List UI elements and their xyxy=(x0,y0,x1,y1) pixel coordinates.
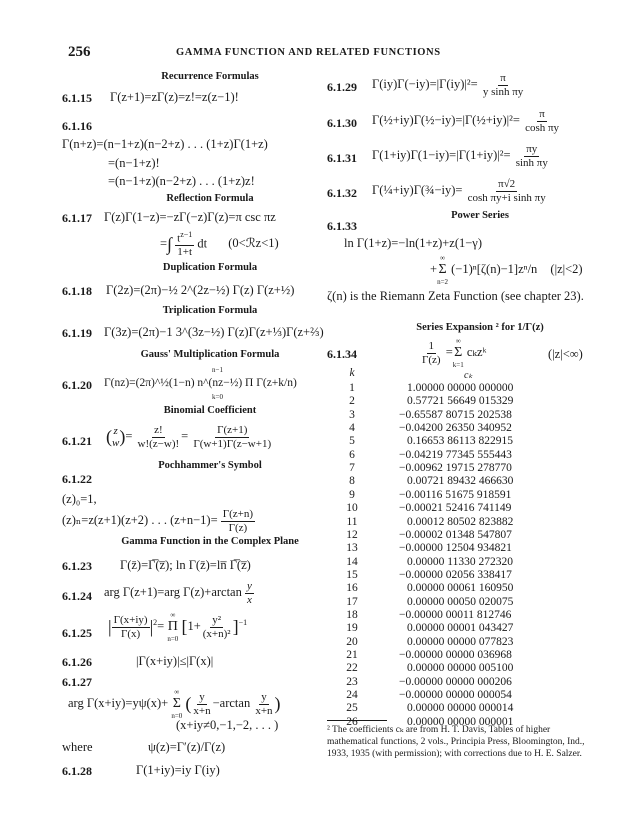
section-heading-complex-plane: Gamma Function in the Complex Plane xyxy=(121,536,299,547)
right-paren: ) xyxy=(119,426,126,447)
equation-number: 6.1.32 xyxy=(327,186,357,200)
fraction: $\frac{y}{x+n}$ xyxy=(193,690,211,717)
equation-number: 6.1.28 xyxy=(62,764,92,778)
equation-6-1-33-line2: + ∞ Σ n=2 (−1)ⁿ[ζ(n)−1]zⁿ/n (|z|<2) xyxy=(430,254,583,287)
table-cell-ck: −0.00962 19715 278770 xyxy=(399,462,512,475)
table-cell-k: 12 xyxy=(346,528,358,541)
table-cell-ck: 0.00000 11330 272320 xyxy=(407,555,513,568)
fraction-denominator: 1+t xyxy=(177,246,193,259)
table-cell-ck: −0.00000 02056 338417 xyxy=(399,568,512,581)
equation-6-1-16-line2: =(n−1+z)! xyxy=(108,156,160,170)
equation-6-1-34-condition: (|z|<∞) xyxy=(548,347,583,361)
table-cell-k: 16 xyxy=(346,582,358,595)
table-cell-ck: 0.00000 00000 005100 xyxy=(407,662,514,675)
section-heading-recurrence: Recurrence Formulas xyxy=(161,71,259,82)
equation-number: 6.1.34 xyxy=(327,347,357,361)
fraction: $\frac{\pi}{\text{y sinh πy}}$ xyxy=(482,72,524,98)
table-cell-k: 15 xyxy=(346,568,358,581)
table-cell-k: 20 xyxy=(346,635,358,648)
page-number: 256 xyxy=(68,44,91,60)
fraction: $\frac{\Gamma(z+n)}{\Gamma(z)}$ xyxy=(222,508,254,534)
binomial-symbol: z w xyxy=(112,424,120,450)
equation-number: 6.1.20 xyxy=(62,378,92,392)
equation-6-1-23: Γ(z̄)=Γ̅(z̅); ln Γ(z̄)=ln̅ Γ̅(z̅) xyxy=(120,558,251,572)
footnote-rule xyxy=(327,720,387,721)
section-heading-duplication: Duplication Formula xyxy=(162,262,258,273)
fraction: $\frac{\Gamma(x+iy)}{\Gamma(x)}$ xyxy=(113,613,148,640)
equation-6-1-33-line1: ln Γ(1+z)=−ln(1+z)+z(1−γ) xyxy=(344,236,482,250)
equation-6-1-19: Γ(3z)=(2π)−1 3^(3z−½) Γ(z)Γ(z+⅓)Γ(z+⅔) xyxy=(104,325,324,339)
fraction: $\frac{\pi}{\text{cosh πy}}$ xyxy=(525,108,560,134)
table-cell-k: 8 xyxy=(349,475,355,488)
table-cell-ck: −0.04200 26350 340952 xyxy=(399,422,512,435)
table-cell-k: 18 xyxy=(346,608,358,621)
table-cell-k: 5 xyxy=(349,435,355,448)
equation-number: 6.1.31 xyxy=(327,151,357,165)
table-cell-k: 3 xyxy=(349,408,355,421)
fraction: $\frac{y}{x}$ xyxy=(246,580,252,606)
table-cell-k: 24 xyxy=(346,689,358,702)
table-cell-k: 13 xyxy=(346,542,358,555)
section-heading-gauss: Gauss' Multiplication Formula xyxy=(140,349,280,360)
equals-sign: = xyxy=(160,236,168,251)
equation-6-1-30: Γ(½+iy)Γ(½−iy)=|Γ(½+iy)|²= $\frac{\pi}{\text{cosh πy}}$ xyxy=(372,108,560,134)
sum-operator: ∞ Σ k=1 xyxy=(452,337,464,370)
fraction: $\frac{\pi y}{\text{sinh πy}}$ xyxy=(515,143,548,169)
table-cell-ck: −0.00116 51675 918591 xyxy=(399,488,512,501)
table-cell-k: 9 xyxy=(349,488,355,501)
table-cell-ck: 0.57721 56649 015329 xyxy=(407,395,514,408)
table-cell-k: 10 xyxy=(346,502,358,515)
section-heading-triplication: Triplication Formula xyxy=(162,305,258,316)
table-cell-k: 11 xyxy=(346,515,358,528)
equation-number: 6.1.18 xyxy=(62,284,92,298)
table-cell-k: 25 xyxy=(346,702,358,715)
section-heading-power-series: Power Series xyxy=(451,210,509,221)
table-cell-k: 22 xyxy=(346,662,358,675)
equation-6-1-20: Γ(nz)=(2π)^½(1−n) n^(nz−½) Π Γ(z+k/n) xyxy=(104,377,297,389)
equation-number: 6.1.23 xyxy=(62,559,92,573)
table-cell-k: 2 xyxy=(349,395,355,408)
equation-6-1-25: | $\frac{\Gamma(x+iy)}{\Gamma(x)}$ $|^2=$ ∞ Π n=0 [1+ $\frac{\text{y²}}{\text{(x+n)²}}$ ]$^{-1}$ xyxy=(108,611,248,644)
table-cell-ck: 0.00000 00001 043427 xyxy=(407,622,514,635)
table-cell-k: 1 xyxy=(349,382,355,394)
fraction: $\frac{y}{x+n}$ xyxy=(255,690,273,717)
equation-6-1-17-line1: Γ(z)Γ(1−z)=−zΓ(−z)Γ(z)=π csc πz xyxy=(104,210,276,224)
section-heading-binomial: Binomial Coefficient xyxy=(163,405,257,416)
equation-number: 6.1.17 xyxy=(62,211,92,225)
product-lower-limit: k=0 xyxy=(212,393,223,401)
fraction: $\frac{z!}{w!(z-w)!}$ xyxy=(137,424,180,450)
table-cell-ck: 0.00000 00061 160950 xyxy=(407,582,514,595)
equation-number: 6.1.21 xyxy=(62,434,92,448)
table-cell-ck: −0.00000 00011 812746 xyxy=(399,608,512,621)
table-cell-ck: −0.00002 01348 547807 xyxy=(399,528,512,541)
table-cell-ck: −0.00000 00000 036968 xyxy=(399,649,512,661)
left-paren: ( xyxy=(106,426,112,447)
product-upper-limit: n−1 xyxy=(212,366,223,374)
table-cell-ck: −0.65587 80715 202538 xyxy=(399,408,512,421)
section-heading-series-expansion: Series Expansion ² for 1/Γ(z) xyxy=(416,322,544,333)
equation-number: 6.1.19 xyxy=(62,326,92,340)
fraction: $\frac{1}{\Gamma(z)}$ xyxy=(422,339,441,366)
equation-6-1-16-line3: =(n−1+z)(n−2+z) . . . (1+z)z! xyxy=(108,174,255,188)
sum-operator: ∞ Σ n=0 xyxy=(171,688,183,721)
equation-number: 6.1.29 xyxy=(327,80,357,94)
table-cell-k: 21 xyxy=(346,649,358,661)
equation-number: 6.1.26 xyxy=(62,655,92,669)
running-title: GAMMA FUNCTION AND RELATED FUNCTIONS xyxy=(176,47,441,58)
equation-6-1-24: arg Γ(z+1)=arg Γ(z)+arctan $\frac{y}{x}$ xyxy=(104,580,252,606)
table-cell-ck: 0.00721 89432 466630 xyxy=(407,475,514,488)
table-cell-k: 6 xyxy=(349,448,355,461)
section-heading-pochhammer: Pochhammer's Symbol xyxy=(158,460,262,471)
table-cell-k: 19 xyxy=(346,622,358,635)
equation-number: 6.1.25 xyxy=(62,626,92,640)
equation-6-1-21: ( z w )= $\frac{z!}{w!(z-w)!}$ = $\frac{\Gamma(z+1)}{\Gamma(w+1)\Gamma(z-w+1)}$ xyxy=(106,424,272,450)
equation-6-1-17-line2 xyxy=(160,230,279,259)
equation-number: 6.1.15 xyxy=(62,91,92,105)
equation-6-1-16-line1: Γ(n+z)=(n−1+z)(n−2+z) . . . (1+z)Γ(1+z) xyxy=(62,137,268,151)
fraction: $\frac{\text{y²}}{\text{(x+n)²}}$ xyxy=(202,613,231,640)
table-cell-ck: 0.00000 00050 020075 xyxy=(407,595,514,608)
equation-6-1-27-condition: (x+iy≠0,−1,−2, . . . ) xyxy=(176,718,279,732)
equation-6-1-26: |Γ(x+iy)|≤|Γ(x)| xyxy=(136,654,214,668)
equation-6-1-22-line2: (z)ₙ=z(z+1)(z+2) . . . (z+n−1)= $\frac{\Gamma(z+n)}{\Gamma(z)}$ xyxy=(62,508,254,534)
table-cell-ck: 0.00000 00000 000014 xyxy=(407,702,514,715)
table-cell-ck: 0.00000 00000 000001 xyxy=(407,715,514,728)
condition: (|z|<2) xyxy=(550,261,583,276)
table-cell-k: 14 xyxy=(346,555,358,568)
table-header-k: k xyxy=(349,367,355,379)
equation-number: 6.1.16 xyxy=(62,119,92,133)
table-header-ck: cₖ xyxy=(464,370,473,381)
product-operator: ∞ Π n=0 xyxy=(167,611,179,644)
fraction: $\frac{\Gamma(z+1)}{\Gamma(w+1)\Gamma(z-w+1)}$ xyxy=(193,424,272,450)
equation-number: 6.1.27 xyxy=(62,675,92,689)
equation-number: 6.1.33 xyxy=(327,219,357,233)
table-cell-k: 4 xyxy=(349,422,355,435)
table-cell-ck: −0.00000 00000 000054 xyxy=(399,689,512,702)
integral-symbol: ∫ xyxy=(167,233,172,254)
differential: dt xyxy=(197,236,208,251)
equation-6-1-34: $\frac{1}{\Gamma(z)}$ = ∞ Σ k=1 cₖzᵏ xyxy=(422,337,487,370)
table-cell-ck: −0.00021 52416 741149 xyxy=(399,502,512,515)
equation-6-1-27: arg Γ(x+iy)=yψ(x)+ ∞ Σ n=0 ( $\frac{y}{x+n}$ −arctan $\frac{y}{x+n}$ ) xyxy=(68,688,281,721)
fraction-numerator: $t^{z-1}$ xyxy=(177,230,193,245)
zeta-note: ζ(n) is the Riemann Zeta Function (see chapter 23). xyxy=(327,289,584,303)
table-cell-k: 7 xyxy=(349,462,355,475)
equation-number: 6.1.24 xyxy=(62,589,92,603)
equation-6-1-31: Γ(1+iy)Γ(1−iy)=|Γ(1+iy)|²= $\frac{\pi y}{\text{sinh πy}}$ xyxy=(372,143,548,169)
table-cell-ck: 1.00000 00000 000000 xyxy=(407,382,514,394)
table-cell-k: 26 xyxy=(346,715,358,728)
equation-6-1-15: Γ(z+1)=zΓ(z)=z!=z(z−1)! xyxy=(110,90,239,104)
equation-number: 6.1.30 xyxy=(327,116,357,130)
equation-6-1-32: Γ(¼+iy)Γ(¾−iy)= $\frac{\pi√2}{\text{cosh πy+i sinh πy}}$ xyxy=(372,178,546,204)
table-cell-k: 17 xyxy=(346,595,358,608)
condition: (0<ℛz<1) xyxy=(228,236,279,251)
table-cell-ck: 0.16653 86113 822915 xyxy=(407,435,513,448)
table-cell-ck: −0.00000 00000 000206 xyxy=(399,675,512,688)
footnote: ² The coefficients cₖ are from H. T. Davis, Tables of higher mathematical functions, 2 vols., Principia Press, Bloomington, Ind., 1933, 1935 (with permission); with corrections due to H. E. Salzer. xyxy=(327,725,585,759)
table-cell-ck: 0.00000 00000 077823 xyxy=(407,635,514,648)
sum-operator: ∞ Σ n=2 xyxy=(437,254,449,287)
psi-definition: ψ(z)=Γ′(z)/Γ(z) xyxy=(148,740,226,754)
section-heading-reflection: Reflection Formula xyxy=(166,193,254,204)
where-label: where xyxy=(62,740,93,754)
table-cell-ck: −0.04219 77345 555443 xyxy=(399,448,512,461)
table-cell-k: 23 xyxy=(346,675,358,688)
equation-6-1-22-line1: (z)₀=1, xyxy=(62,492,97,506)
equation-6-1-28: Γ(1+iy)=iy Γ(iy) xyxy=(136,763,220,777)
equation-number: 6.1.22 xyxy=(62,472,92,486)
table-cell-ck: −0.00000 12504 934821 xyxy=(399,542,512,555)
fraction xyxy=(175,230,194,259)
fraction: $\frac{\pi√2}{\text{cosh πy+i sinh πy}}$ xyxy=(467,178,546,204)
table-cell-ck: 0.00012 80502 823882 xyxy=(407,515,514,528)
equation-6-1-18: Γ(2z)=(2π)−½ 2^(2z−½) Γ(z) Γ(z+½) xyxy=(106,283,295,297)
equation-6-1-29: Γ(iy)Γ(−iy)=|Γ(iy)|²= $\frac{\pi}{\text{y sinh πy}}$ xyxy=(372,72,524,98)
